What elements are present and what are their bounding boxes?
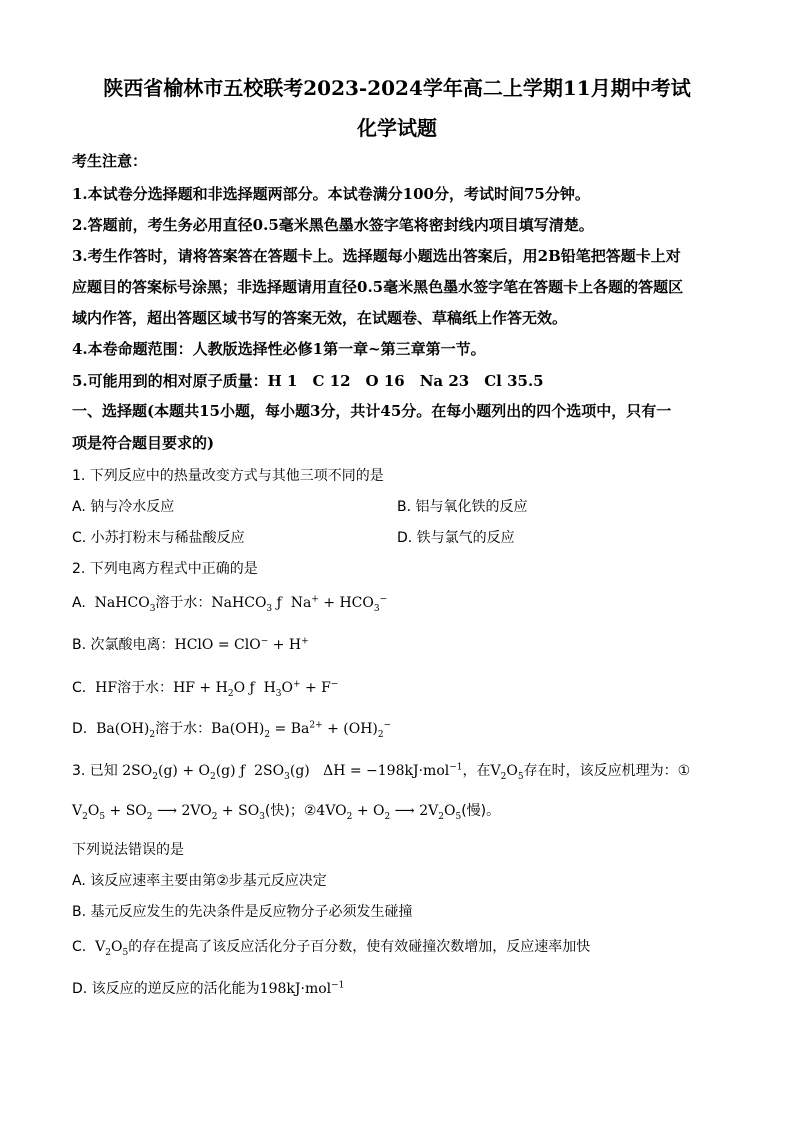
q2-option-c-text: 溶于水： — [117, 680, 174, 696]
q1-stem: 1. 下列反应中的热量改变方式与其他三项不同的是 — [72, 468, 384, 484]
section-heading-line-2: 项是符合题目要求的) — [72, 434, 215, 452]
q1-option-c: C. 小苏打粉末与稀盐酸反应 — [72, 530, 245, 546]
exam-subtitle: 化学试题 — [357, 116, 437, 140]
q3-stem-b: ，在 — [462, 763, 491, 779]
q2-option-a — [72, 592, 387, 612]
q2-c-equation: HF + $H_2O$ ƒ $H_3O^+ + F^-$ — [173, 679, 339, 699]
q2-option-d — [72, 718, 391, 738]
q3-mechanism — [72, 800, 500, 820]
q3-stem-c: 存在时，该反应机理为：① — [523, 763, 691, 779]
q3-fast-label: (快)；② — [264, 803, 317, 819]
q3-option-c-text: 的存在提高了该反应活化分子百分数，使有效碰撞次数增加，反应速率加快 — [128, 939, 591, 955]
q2-stem: 2. 下列电离方程式中正确的是 — [72, 561, 258, 577]
q1-option-b: B. 铝与氧化铁的反应 — [397, 499, 528, 515]
q3-catalyst: $V_2O_5$ — [490, 763, 524, 782]
notice-item-2: 2.答题前，考生务必用直径0.5毫米黑色墨水签字笔将密封线内项目填写清楚。 — [72, 216, 594, 234]
notice-item-3-line-1: 3.考生作答时，请将答案答在答题卡上。选择题每小题选出答案后，用2B铅笔把答题卡上对 — [72, 247, 681, 265]
q3-slow-label: (慢)。 — [461, 803, 501, 819]
q3-option-c — [72, 936, 590, 956]
q2-option-a-text: 溶于水： — [155, 595, 212, 611]
q2-option-a-label: A. — [72, 595, 86, 611]
notice-item-5: 5.可能用到的相对原子质量：H 1 C 12 O 16 Na 23 Cl 35.5 — [72, 372, 544, 390]
q2-option-b-label: B. 次氯酸电离： — [72, 637, 175, 653]
q2-option-d-label: D. — [72, 721, 88, 737]
q2-option-c-label: C. — [72, 680, 87, 696]
q3-stem-a: 3. 已知 — [72, 763, 118, 779]
q3-option-c-label: C. — [72, 939, 87, 955]
q2-d-formula: $Ba(OH)_2$ — [91, 721, 156, 740]
q1-option-d: D. 铁与氯气的反应 — [397, 530, 515, 546]
q3-option-b: B. 基元反应发生的先决条件是反应物分子必须发生碰撞 — [72, 904, 413, 920]
q3-step-2: $4VO_2 + O_2$ ⟶ $2V_2O_5$ — [316, 803, 462, 822]
q3-step-1: $V_2O_5 + SO_2$ ⟶ $2VO_2 + SO_3$ — [72, 803, 265, 822]
q2-option-d-text: 溶于水： — [155, 721, 212, 737]
q3-equation: $2SO_2(g) + O_2(g)$ ƒ $2SO_3(g) \Delta H = -198kJ\cdot mol^{-1}$ — [122, 762, 463, 782]
q3-option-a: A. 该反应速率主要由第②步基元反应决定 — [72, 873, 327, 889]
notice-header: 考生注意： — [72, 152, 148, 170]
q2-d-equation: $Ba(OH)_2 = Ba^{2+} + (OH)_2^-$ — [211, 720, 392, 740]
q3-option-d-text: D. 该反应的逆反应的活化能为 — [72, 981, 260, 997]
q3-option-d — [72, 978, 344, 998]
q3-d-value: 198kJ·mol$^{-1}$ — [259, 980, 345, 997]
q2-a-equation: NaHCO$_3$ ƒ $Na^+ + HCO_3^-$ — [211, 594, 388, 614]
q1-option-a: A. 钠与冷水反应 — [72, 499, 175, 515]
notice-item-3-line-3: 域内作答，超出答题区域书写的答案无效，在试题卷、草稿纸上作答无效。 — [72, 309, 568, 327]
notice-item-4: 4.本卷命题范围：人教版选择性必修1第一章~第三章第一节。 — [72, 340, 486, 358]
q2-c-formula: HF — [90, 680, 118, 696]
notice-item-3-line-2: 应题目的答案标号涂黑；非选择题请用直径0.5毫米黑色墨水签字笔在答题卡上各题的答题区 — [72, 278, 684, 296]
q3-ask: 下列说法错误的是 — [72, 842, 184, 858]
q2-option-b — [72, 634, 309, 654]
q2-option-c — [72, 677, 338, 697]
section-heading-line-1: 一、选择题(本题共15小题，每小题3分，共计45分。在每小题列出的四个选项中，只有一 — [72, 402, 672, 420]
q3-c-formula: $V_2O_5$ — [90, 939, 129, 958]
q3-stem — [72, 760, 690, 780]
notice-item-1: 1.本试卷分选择题和非选择题两部分。本试卷满分100分，考试时间75分钟。 — [72, 185, 590, 203]
q2-b-equation: HClO = ClO− + H+ — [174, 636, 309, 653]
exam-title: 陕西省榆林市五校联考2023-2024学年高二上学期11月期中考试 — [103, 76, 691, 100]
q2-a-formula: NaHCO$_3$ — [90, 595, 156, 614]
